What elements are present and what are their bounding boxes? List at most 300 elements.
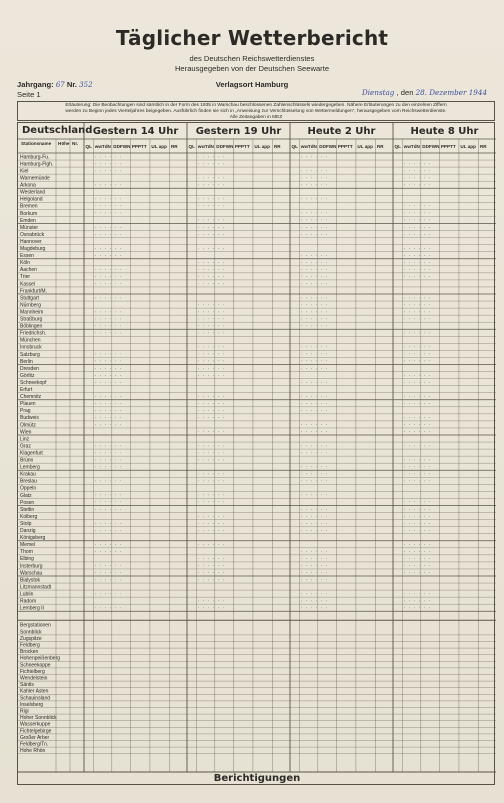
handwritten-entry: · · · · · · <box>197 492 226 498</box>
column-label: PPPTT <box>337 144 353 149</box>
berg-station-name: Wasserkuppe <box>20 721 51 728</box>
handwritten-entry: · · · · · · <box>300 563 329 569</box>
station-name: Schneekopf <box>20 379 47 386</box>
station-name: Hannover <box>20 238 42 245</box>
berg-station-name: Schneekoppe <box>20 662 51 669</box>
station-name: Hamburg-Flgh. <box>20 161 54 168</box>
station-name: Danzig <box>20 528 36 534</box>
handwritten-entry: · · · · · · <box>94 330 123 336</box>
station-name: Posen <box>20 499 35 506</box>
handwritten-entry: · · · · · · <box>403 520 432 526</box>
handwritten-entry: · · · · · · <box>94 379 123 385</box>
station-name: Lemberg II <box>20 605 44 612</box>
handwritten-entry: · · · · · · <box>94 224 123 230</box>
handwritten-entry: · · · · · · <box>300 168 329 174</box>
station-name: Chemnitz <box>20 394 42 401</box>
handwritten-entry: · · · · · · <box>403 330 432 336</box>
berg-station-name: Hoher Sonnblick <box>20 715 57 722</box>
station-name: München <box>20 337 41 344</box>
handwritten-entry: · · · · · · <box>403 302 432 308</box>
handwritten-entry: · · · · · · <box>403 443 432 449</box>
station-name: Breslau <box>20 478 37 485</box>
station-name: Böblingen <box>20 323 43 330</box>
handwritten-entry: · · · · · · <box>300 351 329 357</box>
handwritten-entry: · · · · · · <box>300 175 329 181</box>
date-handwritten: 28. Dezember 1944 <box>415 88 488 97</box>
berg-station-name: Hohe Rhön <box>20 748 46 755</box>
handwritten-entry: · · · · · · <box>403 542 432 547</box>
station-name: Görlitz <box>20 372 35 379</box>
column-label: UL app <box>460 144 476 149</box>
handwritten-entry: · · · · · · <box>403 556 432 562</box>
handwritten-entry: · · · · · · <box>197 231 226 237</box>
handwritten-entry: · · · · · · <box>94 161 123 167</box>
section-deutschland: Deutschland <box>22 125 93 136</box>
column-label: PPPTT <box>234 144 250 149</box>
handwritten-entry: · · · · · · <box>94 457 123 463</box>
handwritten-entry: · · · · · · <box>403 161 432 167</box>
handwritten-entry: · · · · · · <box>197 161 226 167</box>
column-label: wwTdN <box>300 144 317 149</box>
column-label: wwTdN <box>197 144 214 149</box>
station-name: Budweis <box>20 415 39 422</box>
handwritten-entry: · · · · · · <box>300 422 329 428</box>
handwritten-entry: · · · · · · <box>94 168 123 174</box>
column-label: QL <box>188 144 195 149</box>
column-label: RR <box>479 144 487 149</box>
col-station-label: Stationsname <box>21 141 52 146</box>
subtitle-1: des Deutschen Reichswetterdienstes <box>189 54 315 63</box>
handwritten-entry: · · · · · · <box>403 527 432 533</box>
handwritten-entry: · · · · · · <box>197 450 226 456</box>
column-label: UL app <box>254 144 270 149</box>
handwritten-entry: · · · · · · <box>94 563 123 569</box>
handwritten-entry: · · · · · · <box>300 471 329 477</box>
handwritten-entry: · · · · · · <box>300 591 329 597</box>
berg-station-name: Kahler Asten <box>20 688 49 695</box>
column-label: DDFWN <box>319 144 337 149</box>
handwritten-entry: · · · · · · <box>403 351 432 357</box>
handwritten-entry: · · · · · · <box>300 316 329 322</box>
handwritten-entry: · · · · · · <box>197 224 226 230</box>
station-name: Nürnberg <box>20 302 41 309</box>
handwritten-entry: · · · · · · <box>197 203 226 209</box>
handwritten-entry: · · · · · · <box>300 492 329 498</box>
handwritten-entry: · · · · · · <box>94 401 123 406</box>
handwritten-entry: · · · · · · <box>94 316 123 322</box>
handwritten-entry: · · · · · · <box>403 224 432 230</box>
handwritten-entry: · · · · · · <box>197 527 226 533</box>
handwritten-entry: · · · · · · <box>197 577 226 583</box>
handwritten-entry: · · · · · · <box>403 217 432 223</box>
handwritten-entry: · · · · · · <box>197 217 226 223</box>
column-label: UL app <box>357 144 373 149</box>
handwritten-entry: · · · · · · <box>94 549 123 555</box>
nr-value: 352 <box>79 81 93 89</box>
handwritten-entry: · · · · · · <box>403 245 432 251</box>
station-name: Brünn <box>20 457 34 464</box>
handwritten-entry: · · · · · · <box>403 598 432 604</box>
station-name: Arkona <box>20 182 36 189</box>
handwritten-entry: · · · · · · <box>94 372 123 378</box>
handwritten-entry: · · · · · · <box>403 499 432 505</box>
berg-station-name: Säntis <box>20 682 34 689</box>
handwritten-entry: · · · · · · <box>403 464 432 470</box>
handwritten-entry: · · · · · · <box>300 323 329 329</box>
column-label: RR <box>170 144 178 149</box>
handwritten-entry: · · · · · · <box>94 196 123 202</box>
station-name: Litzmannstadt <box>20 584 52 591</box>
handwritten-entry: · · · · · · <box>403 274 432 280</box>
handwritten-entry: · · · · · · <box>300 231 329 237</box>
handwritten-entry: · · · · · · <box>94 210 123 216</box>
station-name: Plauen <box>20 401 36 408</box>
handwritten-entry: · · · · · · <box>197 344 226 350</box>
time-header: Heute 8 Uhr <box>410 126 479 137</box>
berg-station-name: Schauinsland <box>20 695 51 702</box>
handwritten-entry: · · · · · · <box>403 260 432 265</box>
station-name: Olmütz <box>20 422 36 429</box>
handwritten-entry: · · · · · · <box>403 358 432 364</box>
handwritten-entry: · · · · · · <box>300 401 329 406</box>
handwritten-entry: · · · · · · <box>94 415 123 421</box>
column-label: DDFWN <box>113 144 131 149</box>
station-name: Trier <box>20 274 31 281</box>
column-label: wwTdN <box>94 144 111 149</box>
section-bergstationen: Bergstationen <box>20 622 51 629</box>
handwritten-entry: · · · · · · <box>94 492 123 498</box>
handwritten-entry: · · · · · · <box>403 563 432 569</box>
handwritten-entry: · · · · · · <box>300 210 329 216</box>
handwritten-entry: · · · · · · <box>300 549 329 555</box>
handwritten-entry: · · · · · · <box>403 549 432 555</box>
station-name: Elbing <box>20 556 34 563</box>
handwritten-entry: · · · · · · <box>300 302 329 308</box>
column-label: DDFWN <box>216 144 234 149</box>
handwritten-entry: · · · · · · <box>403 267 432 273</box>
station-name: Prag <box>20 408 31 415</box>
berg-station-name: Brocken <box>20 649 39 656</box>
handwritten-entry: · · · · · · <box>300 252 329 258</box>
handwritten-entry: · · · · · · <box>197 245 226 251</box>
page-number: Seite 1 <box>17 90 41 99</box>
handwritten-entry: · · · · · · <box>94 443 123 449</box>
station-name: Helgoland <box>20 196 43 203</box>
handwritten-entry: · · · · · · <box>403 252 432 258</box>
handwritten-entry: · · · · · · <box>197 309 226 315</box>
handwritten-entry: · · · · · · <box>94 464 123 470</box>
station-name: Münster <box>20 224 39 231</box>
handwritten-entry: · · · · · · <box>300 379 329 385</box>
handwritten-entry: · · · · · · <box>300 520 329 526</box>
col-nr-label: Nr. <box>72 141 79 146</box>
berg-station-name: Sonnblick <box>20 629 42 636</box>
handwritten-entry: · · · · · · <box>197 401 226 406</box>
station-name: Warschau <box>20 570 43 577</box>
handwritten-entry: · · · · · · <box>300 605 329 611</box>
handwritten-entry: · · · · · · <box>300 429 329 435</box>
handwritten-entry: · · · · · · <box>94 422 123 428</box>
handwritten-entry: · · · · · · <box>403 605 432 611</box>
station-name: Stettin <box>20 506 35 513</box>
jahrgang-line <box>17 80 93 89</box>
table-grid <box>18 123 496 786</box>
jahrgang-value: 67 <box>55 81 65 89</box>
handwritten-entry: · · · · · · <box>300 478 329 484</box>
explanation-line-2: werden zu Beginn jedes Vierteljahres beigegeben. Ausführlich finden sie sich in „Anweisung zur Verschlüsselung von Wettermeldungen“, herausgegeben vom Reichswetterdienste. <box>65 109 447 114</box>
station-name: Memel <box>20 542 36 549</box>
handwritten-entry: · · · · · · <box>94 499 123 505</box>
handwritten-entry: · · · · · · <box>197 408 226 414</box>
time-header: Gestern 14 Uhr <box>92 126 179 137</box>
handwritten-entry: · · · · · · <box>300 450 329 456</box>
handwritten-entry: · · · · · · <box>197 605 226 611</box>
time-header: Heute 2 Uhr <box>307 126 376 137</box>
section-berichtigungen: Berichtigungen <box>213 773 301 784</box>
explanation-line-3: Alle Zeitangaben in MEZ <box>229 115 283 120</box>
handwritten-entry: · · · · · · <box>403 471 432 477</box>
berg-station-name: Wendelstein <box>20 675 48 682</box>
station-name: Glatz <box>20 492 32 499</box>
handwritten-entry: · · · · · · <box>403 168 432 174</box>
date-line <box>362 88 487 97</box>
handwritten-entry: · · · · · · <box>94 393 123 399</box>
handwritten-entry: · · · · · · <box>403 422 432 428</box>
handwritten-entry: · · · · · · <box>197 372 226 378</box>
handwritten-entry: · · · · · · <box>197 429 226 435</box>
station-name: Dresden <box>20 365 39 372</box>
handwritten-entry: · · · · · · <box>197 281 226 287</box>
handwritten-entry: · · · · · · <box>94 182 123 188</box>
handwritten-entry: · · · · · · <box>403 203 432 209</box>
handwritten-entry: · · · · · · <box>197 182 226 188</box>
station-name: Magdeburg <box>20 246 46 252</box>
handwritten-entry: · · · · · · <box>403 295 432 301</box>
column-label: PPPTT <box>440 144 456 149</box>
handwritten-entry: · · · · · · <box>94 295 123 301</box>
station-name: Radom <box>20 598 37 605</box>
handwritten-entry: · · · · · · <box>94 591 123 597</box>
handwritten-entry: · · · · · · <box>197 513 226 519</box>
date-label: , den <box>396 88 414 97</box>
handwritten-entry: · · · · · · <box>94 252 123 258</box>
station-name: Insterburg <box>20 563 43 570</box>
page-title: Täglicher Wetterbericht <box>115 26 389 50</box>
handwritten-entry: · · · · · · <box>403 506 432 512</box>
handwritten-entry: · · · · · · <box>403 415 432 421</box>
handwritten-entry: · · · · · · <box>300 464 329 470</box>
handwritten-entry: · · · · · · <box>300 365 329 371</box>
station-name: Graz <box>20 443 31 450</box>
column-label: QL <box>291 144 298 149</box>
handwritten-entry: · · · · · · <box>300 182 329 188</box>
handwritten-entry: · · · · · · <box>197 556 226 562</box>
handwritten-entry: · · · · · · <box>94 478 123 484</box>
station-name: Bremen <box>20 203 38 210</box>
station-name: Stolp <box>20 520 32 527</box>
handwritten-entry: · · · · · · <box>300 358 329 364</box>
handwritten-entry: · · · · · · <box>94 408 123 414</box>
handwritten-entry: · · · · · · <box>94 323 123 329</box>
handwritten-entry: · · · · · · <box>94 542 123 547</box>
handwritten-entry: · · · · · · <box>197 365 226 371</box>
explanation-line-1: Erläuterung: Die Beobachtungen sind sämtlich in der Form des 1935 in Warschau beschlossenen Zahlenschlüssels wiedergegeben. Nähere Erläuterungen zu den einzelnen Ziffern <box>65 103 447 108</box>
handwritten-entry: · · · · · · <box>300 393 329 399</box>
handwritten-entry: · · · · · · <box>94 577 123 583</box>
berg-station-name: Rigi <box>20 708 29 715</box>
station-name: Kolberg <box>20 513 38 520</box>
handwritten-entry: · · · · · · <box>197 260 226 265</box>
nr-label: Nr. <box>66 80 78 89</box>
berg-station-name: Großer Arber <box>20 734 50 741</box>
handwritten-entry: · · · · · · <box>197 471 226 477</box>
handwritten-entry: · · · · · · <box>403 570 432 576</box>
handwritten-entry: · · · · · · <box>403 457 432 463</box>
station-name: Kassel <box>20 281 36 288</box>
station-name: Friedrichsh. <box>20 330 47 337</box>
handwritten-entry: · · · · · · <box>300 267 329 273</box>
station-name: Kiel <box>20 168 29 175</box>
handwritten-entry: · · · · · · <box>94 605 123 611</box>
handwritten-entry: · · · · · · <box>197 542 226 547</box>
station-name: Emden <box>20 217 36 224</box>
handwritten-entry: · · · · · · <box>197 274 226 280</box>
station-name: Frankfurt/M. <box>20 288 47 295</box>
handwritten-entry: · · · · · · <box>197 351 226 357</box>
handwritten-entry: · · · · · · <box>403 344 432 350</box>
handwritten-entry: · · · · · · <box>403 591 432 597</box>
handwritten-entry: · · · · · · <box>197 330 226 336</box>
col-height-label: Höhe <box>58 141 70 146</box>
handwritten-entry: · · · · · · <box>94 570 123 576</box>
berg-station-name: Feldberg <box>20 642 40 649</box>
column-label: RR <box>376 144 384 149</box>
handwritten-entry: · · · · · · <box>300 224 329 230</box>
handwritten-entry: · · · · · · <box>300 570 329 576</box>
column-label: wwTdN <box>403 144 420 149</box>
berg-station-name: Feldberg/Tn. <box>20 741 49 748</box>
handwritten-entry: · · · · · · <box>197 196 226 202</box>
handwritten-entry: · · · · · · <box>197 563 226 569</box>
handwritten-entry: · · · · · · <box>300 344 329 350</box>
handwritten-entry: · · · · · · <box>197 478 226 484</box>
station-name: Salzburg <box>20 351 40 358</box>
station-name: Lemberg <box>20 464 40 471</box>
station-name: Borkum <box>20 210 38 217</box>
station-name: Aachen <box>20 267 37 274</box>
station-name: Lublin <box>20 591 34 598</box>
time-header: Gestern 19 Uhr <box>195 126 282 137</box>
handwritten-entry: · · · · · · <box>94 281 123 287</box>
column-label: QL <box>85 144 92 149</box>
handwritten-entry: · · · · · · <box>197 499 226 505</box>
station-name: Wien <box>20 429 32 436</box>
handwritten-entry: · · · · · · <box>403 379 432 385</box>
handwritten-entry: · · · · · · <box>300 513 329 519</box>
handwritten-entry: · · · · · · <box>300 527 329 533</box>
handwritten-entry: · · · · · · <box>94 203 123 209</box>
berg-station-name: Inselsberg <box>20 701 44 708</box>
handwritten-entry: · · · · · · <box>403 316 432 322</box>
handwritten-entry: · · · · · · <box>300 274 329 280</box>
station-name: Essen <box>20 253 34 260</box>
station-name: Krakau <box>20 471 36 478</box>
handwritten-entry: · · · · · · <box>300 295 329 301</box>
column-label: RR <box>273 144 281 149</box>
station-name: Innsbruck <box>20 344 42 351</box>
station-name: Osnabrück <box>20 231 45 238</box>
handwritten-entry: · · · · · · <box>94 231 123 237</box>
handwritten-entry: · · · · · · <box>197 393 226 399</box>
station-name: Königsberg <box>20 535 46 542</box>
handwritten-entry: · · · · · · <box>94 274 123 280</box>
weekday-handwritten: Dienstag <box>362 88 395 97</box>
handwritten-entry: · · · · · · <box>403 309 432 315</box>
berg-station-name: Fichtelberg <box>20 668 45 675</box>
handwritten-entry: · · · · · · <box>300 598 329 604</box>
subtitle-2: Herausgegeben von der Deutschen Seewarte <box>174 64 330 73</box>
jahrgang-label: Jahrgang: <box>17 80 54 89</box>
handwritten-entry: · · · · · · <box>300 154 329 160</box>
handwritten-entry: · · · · · · <box>403 393 432 399</box>
handwritten-entry: · · · · · · <box>197 520 226 526</box>
handwritten-entry: · · · · · · <box>197 323 226 329</box>
observation-table <box>17 122 495 785</box>
station-name: Klagenfurt <box>20 450 43 457</box>
column-label: QL <box>394 144 401 149</box>
column-label: UL app <box>151 144 167 149</box>
handwritten-entry: · · · · · · <box>197 598 226 604</box>
handwritten-entry: · · · · · · <box>403 182 432 188</box>
handwritten-entry: · · · · · · <box>300 260 329 265</box>
handwritten-entry: · · · · · · <box>300 281 329 287</box>
station-name: Straßburg <box>20 316 43 323</box>
handwritten-entry: · · · · · · <box>94 245 123 251</box>
handwritten-entry: · · · · · · <box>300 217 329 223</box>
handwritten-entry: · · · · · · <box>403 478 432 484</box>
publisher: Verlagsort Hamburg <box>215 80 289 89</box>
handwritten-entry: · · · · · · <box>300 196 329 202</box>
explanation-box <box>17 101 495 121</box>
handwritten-entry: · · · · · · <box>300 443 329 449</box>
handwritten-entry: · · · · · · <box>403 175 432 181</box>
station-name: Warnemünde <box>20 175 50 182</box>
handwritten-entry: · · · · · · <box>300 506 329 512</box>
station-name: Westerland <box>20 189 46 196</box>
handwritten-entry: · · · · · · <box>300 309 329 315</box>
station-name: Bialystok <box>20 577 41 584</box>
handwritten-entry: · · · · · · <box>94 506 123 512</box>
handwritten-entry: · · · · · · <box>403 429 432 435</box>
handwritten-entry: · · · · · · <box>94 351 123 357</box>
handwritten-entry: · · · · · · <box>197 175 226 181</box>
handwritten-entry: · · · · · · <box>403 513 432 519</box>
station-name: Thorn <box>20 549 34 556</box>
handwritten-entry: · · · · · · <box>197 302 226 308</box>
handwritten-entry: · · · · · · <box>197 154 226 160</box>
handwritten-entry: · · · · · · <box>94 154 123 160</box>
handwritten-entry: · · · · · · <box>94 527 123 533</box>
handwritten-entry: · · · · · · <box>94 358 123 364</box>
handwritten-entry: · · · · · · <box>94 450 123 456</box>
handwritten-entry: · · · · · · <box>403 401 432 406</box>
station-name: Hamburg-Fu. <box>20 154 50 161</box>
station-name: Mannheim <box>20 309 44 316</box>
station-name: Linz <box>20 436 30 443</box>
handwritten-entry: · · · · · · <box>403 210 432 216</box>
station-name: Oppeln <box>20 485 37 492</box>
handwritten-entry: · · · · · · <box>197 415 226 421</box>
